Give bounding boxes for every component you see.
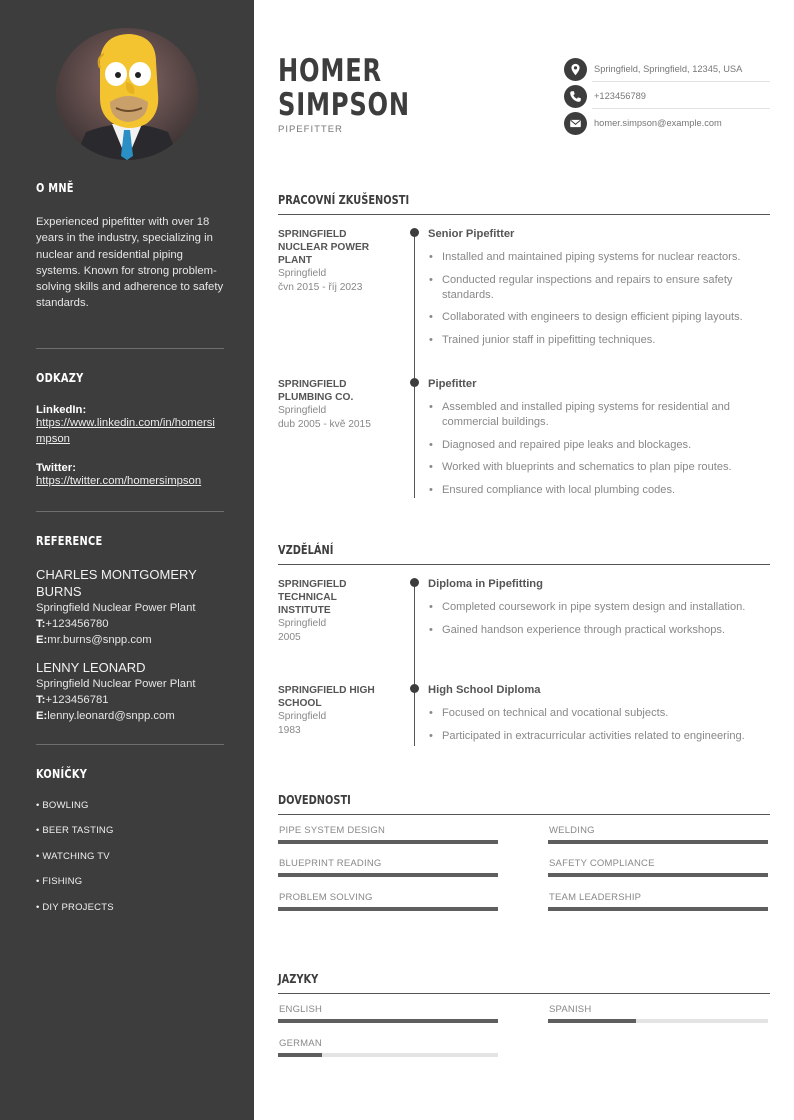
education-heading-text: VZDĚLÁNÍ <box>278 543 334 557</box>
education-entry <box>278 684 770 746</box>
duties-list <box>428 250 770 355</box>
hobby-item: • BOWLING <box>36 800 89 811</box>
reference-company: Springfield Nuclear Power Plant <box>36 602 196 614</box>
role-title: Pipefitter <box>428 378 477 390</box>
skill-bar <box>278 840 498 844</box>
org-name: SPRINGFIELD PLUMBING CO. <box>278 379 354 403</box>
timeline-dot <box>410 684 419 693</box>
links-heading: ODKAZY <box>36 371 84 385</box>
org-location: Springfield <box>278 405 327 416</box>
about-heading: O MNĚ <box>36 181 74 195</box>
entry-org <box>278 378 388 431</box>
org-name: SPRINGFIELD TECHNICAL INSTITUTE <box>278 579 347 616</box>
skill-bar-fill <box>548 873 768 877</box>
reference-item <box>36 566 224 648</box>
contact-email <box>564 110 770 136</box>
entry-org <box>278 578 388 644</box>
skill-item <box>548 892 768 911</box>
location-pin-icon <box>564 58 587 81</box>
skill-bar <box>548 907 768 911</box>
detail-item: • Focused on technical and vocational subjects. <box>428 706 770 721</box>
timeline-line <box>414 684 415 746</box>
entry-org <box>278 684 388 737</box>
duty-item: • Conducted regular inspections and repairs to ensure safety standards. <box>428 273 770 303</box>
hobbies-list <box>36 800 224 927</box>
envelope-icon <box>564 112 587 135</box>
address-text: Springfield, Springfield, 12345, USA <box>594 64 743 74</box>
skills-heading <box>278 791 770 815</box>
link-twitter <box>36 462 224 490</box>
org-location: Springfield <box>278 268 327 279</box>
hobbies-section <box>36 767 224 781</box>
timeline-line <box>414 232 415 378</box>
detail-item: • Completed coursework in pipe system design and installation. <box>428 600 770 615</box>
org-location: Springfield <box>278 618 327 629</box>
education-details <box>428 706 770 751</box>
education-entry <box>278 578 770 684</box>
about-text: Experienced pipefitter with over 18 years in the industry, specializing in nuclear and residential piping systems. Known for strong problem-solving skills and adherence to safety standards. <box>36 216 224 310</box>
experience-entry <box>278 228 770 378</box>
org-dates: 2005 <box>278 631 301 643</box>
skill-name: TEAM LEADERSHIP <box>549 892 642 903</box>
reference-email: mr.burns@snpp.com <box>47 634 152 646</box>
language-name: SPANISH <box>549 1004 592 1015</box>
detail-item: • Gained handson experience through practical workshops. <box>428 623 770 638</box>
language-item <box>548 1004 768 1023</box>
twitter-link[interactable]: https://twitter.com/homersimpson <box>36 475 202 487</box>
contact-divider <box>592 108 770 109</box>
contact-divider <box>592 81 770 82</box>
contact-phone <box>564 83 770 109</box>
job-title: PIPEFITTER <box>278 124 343 135</box>
link-label: LinkedIn: <box>36 404 87 416</box>
skill-bar-fill <box>278 907 498 911</box>
skill-name: SAFETY COMPLIANCE <box>549 858 655 869</box>
link-label: Twitter: <box>36 462 76 474</box>
reference-phone-label: T: <box>36 618 46 630</box>
duty-item: • Collaborated with engineers to design efficient piping layouts. <box>428 310 770 325</box>
sidebar-divider <box>36 744 224 745</box>
org-name: SPRINGFIELD HIGH SCHOOL <box>278 685 375 709</box>
skill-bar-fill <box>278 840 498 844</box>
duties-list <box>428 400 770 505</box>
last-name: SIMPSON <box>278 87 410 123</box>
duty-item: • Diagnosed and repaired pipe leaks and blockages. <box>428 438 770 453</box>
reference-phone: +123456780 <box>45 618 109 630</box>
reference-item <box>36 659 224 724</box>
experience-heading <box>278 191 770 215</box>
skill-name: BLUEPRINT READING <box>279 858 382 869</box>
language-bar <box>278 1019 498 1023</box>
degree-title: Diploma in Pipefitting <box>428 578 543 590</box>
reference-email-label: E: <box>36 634 48 646</box>
skill-item <box>278 858 498 877</box>
skill-item <box>278 825 498 844</box>
phone-icon <box>564 85 587 108</box>
avatar-illustration <box>56 28 198 160</box>
education-details <box>428 600 770 645</box>
org-location: Springfield <box>278 711 327 722</box>
references-heading: REFERENCE <box>36 534 103 548</box>
detail-item: • Participated in extracurricular activities related to engineering. <box>428 729 770 744</box>
skill-item <box>548 858 768 877</box>
skill-bar <box>548 840 768 844</box>
language-name: GERMAN <box>279 1038 322 1049</box>
org-dates: čvn 2015 - říj 2023 <box>278 281 363 293</box>
languages-heading <box>278 970 770 994</box>
org-name: SPRINGFIELD NUCLEAR POWER PLANT <box>278 229 370 266</box>
linkedin-link[interactable]: https://www.linkedin.com/in/homersimpson <box>36 417 215 445</box>
hobby-item: • FISHING <box>36 876 83 888</box>
org-dates: 1983 <box>278 724 301 736</box>
reference-email-label: E: <box>36 710 48 722</box>
reference-name: LENNY LEONARD <box>36 660 146 675</box>
email-text[interactable]: homer.simpson@example.com <box>594 118 722 128</box>
org-dates: dub 2005 - kvě 2015 <box>278 418 371 430</box>
timeline-dot <box>410 378 419 387</box>
timeline-dot <box>410 228 419 237</box>
phone-text: +123456789 <box>594 91 646 101</box>
duty-item: • Installed and maintained piping systems for nuclear reactors. <box>428 250 770 265</box>
first-name: HOMER <box>278 53 382 89</box>
reference-phone: +123456781 <box>45 694 109 706</box>
role-title: Senior Pipefitter <box>428 228 515 240</box>
reference-company: Springfield Nuclear Power Plant <box>36 678 196 690</box>
reference-name: CHARLES MONTGOMERY BURNS <box>36 567 197 599</box>
hobbies-heading: KONÍČKY <box>36 767 88 781</box>
duty-item: • Trained junior staff in pipefitting techniques. <box>428 333 770 348</box>
timeline-dot <box>410 578 419 587</box>
skills-heading-text: DOVEDNOSTI <box>278 793 351 807</box>
language-name: ENGLISH <box>279 1004 323 1015</box>
experience-entry <box>278 378 770 498</box>
skill-bar-fill <box>548 840 768 844</box>
experience-heading-text: PRACOVNÍ ZKUŠENOSTI <box>278 193 410 207</box>
language-item <box>278 1004 498 1023</box>
skill-bar <box>278 873 498 877</box>
language-bar-fill <box>278 1019 498 1023</box>
contact-address <box>564 56 770 82</box>
skill-name: PROBLEM SOLVING <box>279 892 373 903</box>
degree-title: High School Diploma <box>428 684 541 696</box>
duty-item: • Ensured compliance with local plumbing codes. <box>428 483 770 498</box>
timeline-line <box>414 378 415 498</box>
about-section <box>36 181 224 195</box>
language-item <box>278 1038 498 1057</box>
duty-item: • Worked with blueprints and schematics to plan pipe routes. <box>428 460 770 475</box>
references-section <box>36 534 224 548</box>
hobby-item: • DIY PROJECTS <box>36 901 114 913</box>
sidebar <box>0 0 254 1120</box>
skill-bar <box>548 873 768 877</box>
duty-item: • Assembled and installed piping systems for residential and commercial buildings. <box>428 400 770 430</box>
skill-bar-fill <box>548 907 768 911</box>
skill-name: WELDING <box>549 825 595 836</box>
reference-email: lenny.leonard@snpp.com <box>47 710 175 722</box>
skill-name: PIPE SYSTEM DESIGN <box>279 825 386 836</box>
language-bar-fill <box>278 1053 322 1057</box>
language-bar-fill <box>548 1019 636 1023</box>
languages-heading-text: JAZYKY <box>278 972 319 986</box>
link-linkedin <box>36 404 224 447</box>
skill-bar-fill <box>278 873 498 877</box>
sidebar-divider <box>36 348 224 349</box>
education-heading <box>278 541 770 565</box>
language-bar <box>278 1053 498 1057</box>
profile-photo <box>56 28 198 160</box>
hobby-item: • WATCHING TV <box>36 850 110 862</box>
skill-item <box>548 825 768 844</box>
skill-item <box>278 892 498 911</box>
full-name <box>278 54 410 122</box>
entry-org <box>278 228 388 294</box>
reference-phone-label: T: <box>36 694 46 706</box>
timeline-line <box>414 582 415 684</box>
language-bar <box>548 1019 768 1023</box>
links-section <box>36 371 224 385</box>
hobby-item: • BEER TASTING <box>36 825 114 837</box>
skill-bar <box>278 907 498 911</box>
sidebar-divider <box>36 511 224 512</box>
